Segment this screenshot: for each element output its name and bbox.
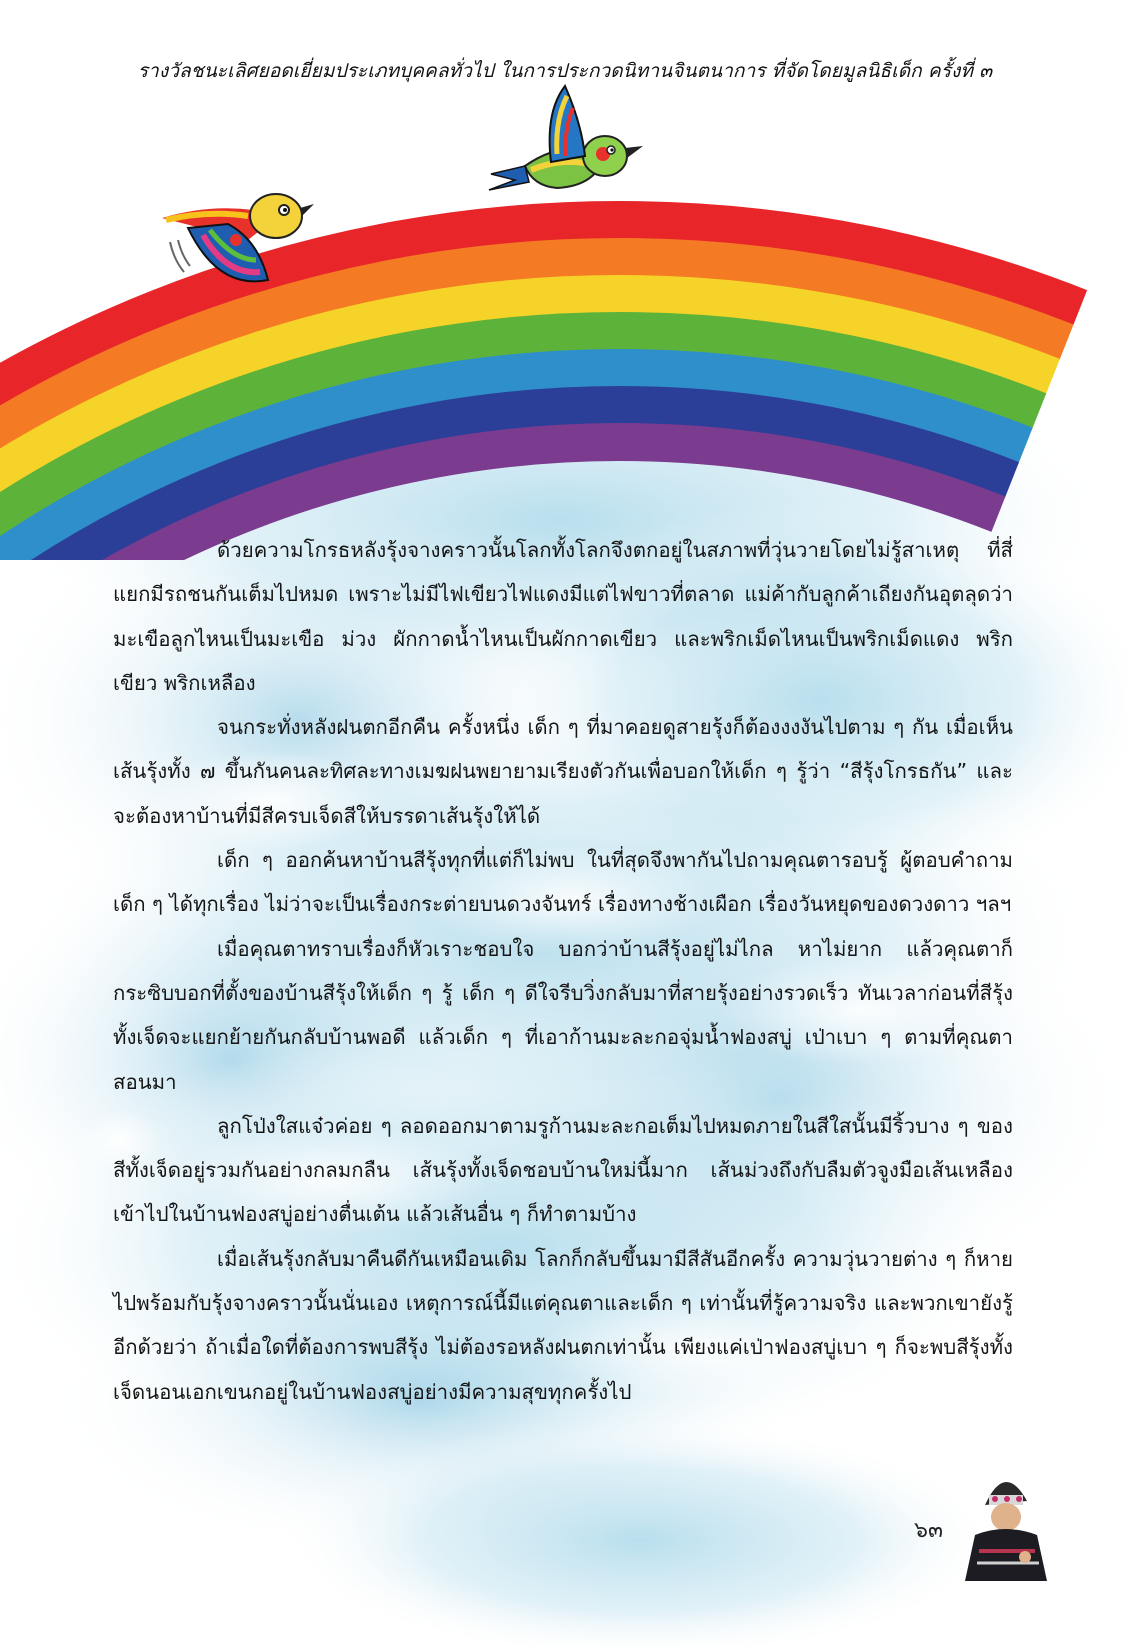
story-body [113, 528, 1013, 1414]
story-paragraph: เมื่อคุณตาทราบเรื่องก็หัวเราะชอบใจ บอกว่าบ้านสีรุ้งอยู่ไม่ไกล หาไม่ยาก แล้วคุณตาก็กระซิบบอกที่ตั้งของบ้านสีรุ้งให้เด็ก ๆ รู้ เด็ก ๆ ดีใจรีบวิ่งกลับมาที่สายรุ้งอย่างรวดเร็ว ทันเวลาก่อนที่สีรุ้งทั้งเจ็ดจะแยกย้ายกันกลับบ้านพอดี แล้วเด็ก ๆ ที่เอาก้านมะละกอจุ่มน้ำฟองสบู่ เป่าเบา ๆ ตามที่คุณตาสอนมา [113, 936, 1013, 1094]
award-header: รางวัลชนะเลิศยอดเยี่ยมประเภทบุคคลทั่วไป ในการประกวดนิทานจินตนาการ ที่จัดโดยมูลนิธิเด็ก ครั้งที่ ๓ [137, 60, 993, 82]
story-paragraph: เมื่อเส้นรุ้งกลับมาคืนดีกันเหมือนเดิม โลกก็กลับขึ้นมามีสีสันอีกครั้ง ความวุ่นวายต่าง ๆ ก็หายไปพร้อมกับรุ้งจางคราวนั้นนั่นเอง เหตุการณ์นี้มีแต่คุณตาและเด็ก ๆ เท่านั้นที่รู้ความจริง และพวกเขายังรู้อีกด้วยว่า ถ้าเมื่อใดที่ต้องการพบสีรุ้ง ไม่ต้องรอหลังฝนตกเท่านั้น เพียงแค่เป่าฟองสบู่เบา ๆ ก็จะพบสีรุ้งทั้งเจ็ดนอนเอกเขนกอยู่ในบ้านฟองสบู่อย่างมีความสุขทุกครั้งไป [113, 1246, 1013, 1404]
story-paragraph: เด็ก ๆ ออกค้นหาบ้านสีรุ้งทุกที่แต่ก็ไม่พบ ในที่สุดจึงพากันไปถามคุณตารอบรู้ ผู้ตอบคำถามเด็ก ๆ ได้ทุกเรื่อง ไม่ว่าจะเป็นเรื่องกระต่ายบนดวงจันทร์ เรื่องทางช้างเผือก เรื่องวันหยุดของดวงดาว ฯลฯ [113, 848, 1013, 917]
story-paragraph: ด้วยความโกรธหลังรุ้งจางคราวนั้นโลกทั้งโลกจึงตกอยู่ในสภาพที่วุ่นวายโดยไม่รู้สาเหตุ ที่สี่แยกมีรถชนกันเต็มไปหมด เพราะไม่มีไฟเขียวไฟแดงมีแต่ไฟขาวที่ตลาด แม่ค้ากับลูกค้าเถียงกันอุตลุดว่า มะเขือลูกไหนเป็นมะเขือ ม่วง ผักกาดน้ำไหนเป็นผักกาดเขียว และพริกเม็ดไหนเป็นพริกเม็ดแดง พริกเขียว พริกเหลือง [113, 538, 1013, 695]
story-paragraph: จนกระทั่งหลังฝนตกอีกคืน ครั้งหนึ่ง เด็ก ๆ ที่มาคอยดูสายรุ้งก็ต้องงงงันไปตาม ๆ กัน เมื่อเห็นเส้นรุ้งทั้ง ๗ ขึ้นกันคนละทิศละทางเมฆฝนพยายามเรียงตัวกันเพื่อบอกให้เด็ก ๆ รู้ว่า “สีรุ้งโกรธกัน” และจะต้องหาบ้านที่มีสีครบเจ็ดสีให้บรรดาเส้นรุ้งให้ได้ [113, 715, 1013, 828]
page-number: ๖๓ [914, 1518, 944, 1543]
story-paragraph: ลูกโป่งใสแจ๋วค่อย ๆ ลอดออกมาตามรูก้านมะละกอเต็มไปหมดภายในสีใสนั้นมีริ้วบาง ๆ ของสีทั้งเจ็ดอยู่รวมกันอย่างกลมกลืน เส้นรุ้งทั้งเจ็ดชอบบ้านใหม่นี้มาก เส้นม่วงถึงกับลืมตัวจูงมือเส้นเหลืองเข้าไปในบ้านฟองสบู่อย่างตื่นเต้น แล้วเส้นอื่น ๆ ก็ทำตามบ้าง [113, 1113, 1013, 1227]
bird-icon [485, 82, 645, 202]
child-figure-illustration [955, 1465, 1055, 1585]
bird-icon [148, 180, 318, 295]
